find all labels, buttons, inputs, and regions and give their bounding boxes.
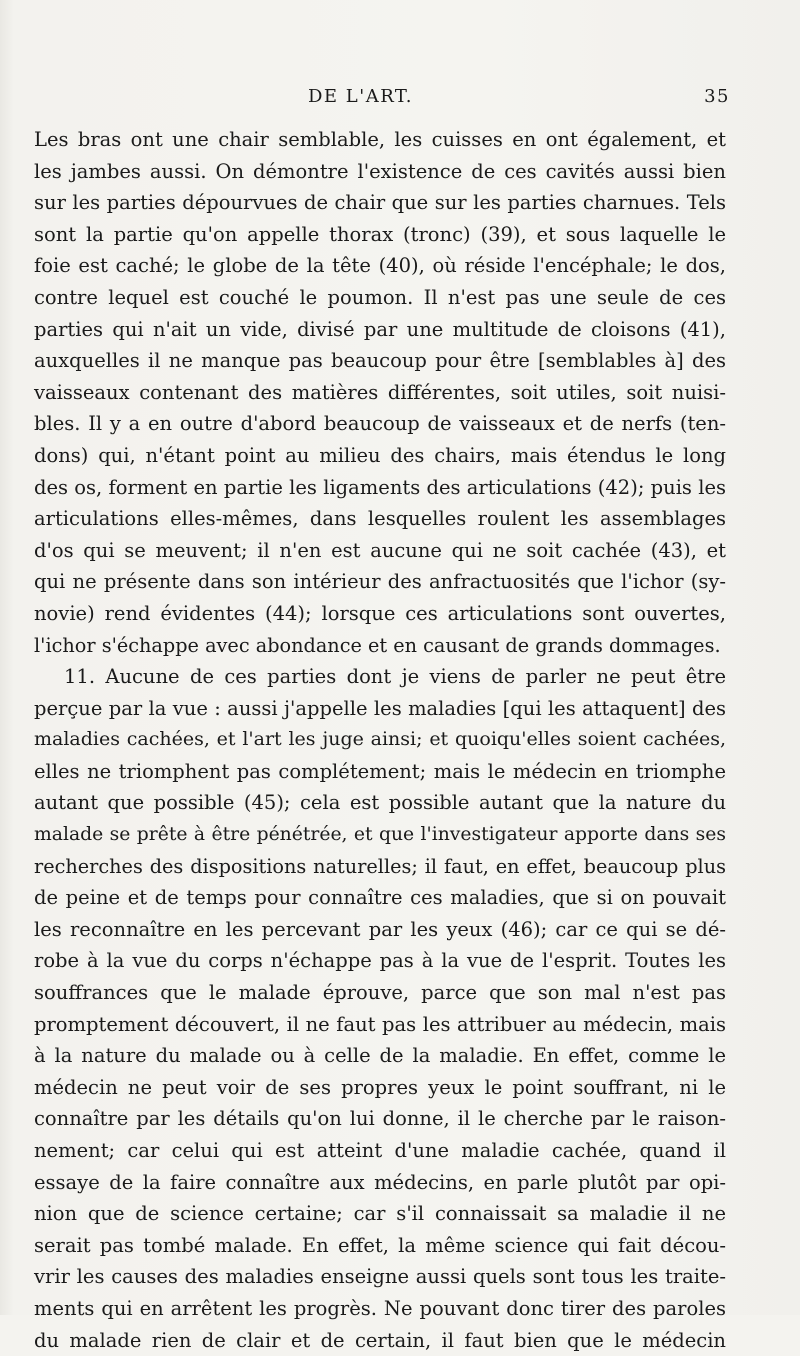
text-line: elles ne triomphent pas complétement; mais le médecin en triomphe bbox=[34, 759, 726, 783]
text-line: robe à la vue du corps n'échappe pas à la vue de l'esprit. Toutes les bbox=[34, 949, 726, 973]
text-line: novie) rend évidentes (44); lorsque ces articulations sont ouvertes, bbox=[34, 601, 726, 625]
running-head bbox=[0, 86, 800, 116]
text-line: souffrances que le malade éprouve, parce que son mal n'est pas bbox=[34, 981, 726, 1005]
text-line: parties qui n'ait un vide, divisé par une multitude de cloisons (41), bbox=[34, 317, 726, 341]
text-line: nement; car celui qui est atteint d'une maladie cachée, quand il bbox=[34, 1139, 726, 1162]
text-line: des os, forment en partie les ligaments des articulations (42); puis les bbox=[34, 475, 726, 499]
text-line: médecin ne peut voir de ses propres yeux le point souffrant, ni le bbox=[34, 1075, 726, 1099]
text-line: du malade rien de clair et de certain, il faut bien que le médecin bbox=[34, 1328, 726, 1352]
text-line: serait pas tombé malade. En effet, la même science qui fait décou- bbox=[34, 1233, 726, 1257]
text-line: l'ichor s'échappe avec abondance et en causant de grands dommages. bbox=[34, 633, 721, 657]
text-line: sur les parties dépourvues de chair que sur les parties charnues. Tels bbox=[34, 191, 726, 215]
running-title: DE L'ART. bbox=[308, 86, 414, 107]
text-line: connaître par les détails qu'on lui donne, il le cherche par le raison- bbox=[34, 1107, 726, 1131]
text-line: bles. Il y a en outre d'abord beaucoup de vaisseaux et de nerfs (ten- bbox=[34, 412, 726, 436]
text-line: promptement découvert, il ne faut pas les attribuer au médecin, mais bbox=[34, 1012, 726, 1036]
text-line: les jambes aussi. On démontre l'existence de ces cavités aussi bien bbox=[34, 159, 726, 183]
text-line: recherches des dispositions naturelles; il faut, en effet, beaucoup plus bbox=[34, 854, 726, 878]
page-number: 35 bbox=[704, 86, 730, 107]
text-line: dons) qui, n'étant point au milieu des chairs, mais étendus le long bbox=[34, 443, 726, 467]
text-line: contre lequel est couché le poumon. Il n'est pas une seule de ces bbox=[34, 285, 726, 309]
text-line: de peine et de temps pour connaître ces maladies, que si on pouvait bbox=[34, 886, 726, 910]
text-line: d'os qui se meuvent; il n'en est aucune qui ne soit cachée (43), et bbox=[34, 538, 726, 562]
text-line: autant que possible (45); cela est possible autant que la nature du bbox=[34, 791, 726, 815]
text-line: les reconnaître en les percevant par les yeux (46); car ce qui se dé- bbox=[34, 917, 726, 941]
text-line: articulations elles-mêmes, dans lesquelles roulent les assemblages bbox=[34, 507, 726, 531]
text-line: malade se prête à être pénétrée, et que l'investigateur apporte dans ses bbox=[34, 824, 726, 846]
body-text bbox=[34, 124, 726, 1356]
paragraph-start-line: 11. Aucune de ces parties dont je viens de parler ne peut être bbox=[64, 665, 726, 689]
text-line: essaye de la faire connaître aux médecins, en parle plutôt par opi- bbox=[34, 1170, 726, 1194]
text-line: perçue par la vue : aussi j'appelle les maladies [qui les attaquent] des bbox=[34, 696, 726, 720]
text-line: maladies cachées, et l'art les juge ainsi; et quoiqu'elles soient cachées, bbox=[34, 728, 726, 751]
text-line: sont la partie qu'on appelle thorax (tronc) (39), et sous laquelle le bbox=[34, 222, 726, 246]
text-line: qui ne présente dans son intérieur des anfractuosités que l'ichor (sy- bbox=[34, 570, 726, 594]
text-line: vaisseaux contenant des matières différentes, soit utiles, soit nuisi- bbox=[34, 380, 726, 404]
text-line: vrir les causes des maladies enseigne aussi quels sont tous les traite- bbox=[34, 1265, 726, 1289]
text-line: foie est caché; le globe de la tête (40), où réside l'encéphale; le dos, bbox=[34, 254, 726, 278]
text-line: à la nature du malade ou à celle de la maladie. En effet, comme le bbox=[34, 1044, 726, 1068]
text-line: nion que de science certaine; car s'il connaissait sa maladie il ne bbox=[34, 1202, 726, 1226]
text-line: ments qui en arrêtent les progrès. Ne pouvant donc tirer des paroles bbox=[34, 1296, 726, 1320]
text-line: Les bras ont une chair semblable, les cuisses en ont également, et bbox=[34, 128, 726, 151]
text-line: auxquelles il ne manque pas beaucoup pour être [semblables à] des bbox=[34, 349, 726, 373]
